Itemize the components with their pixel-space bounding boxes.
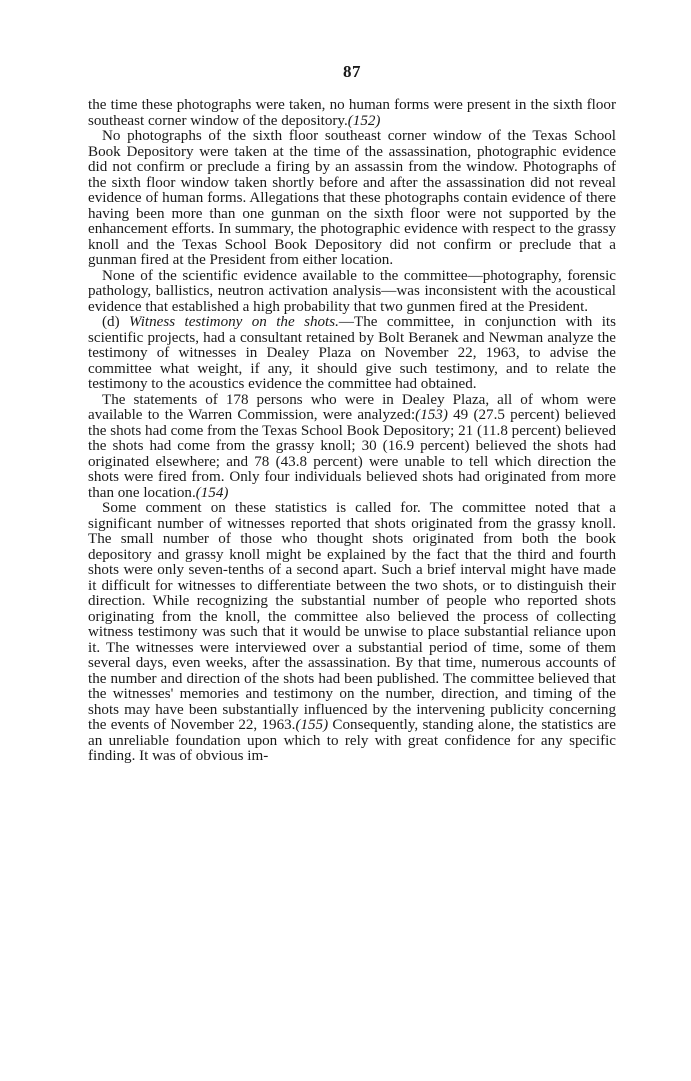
paragraph-p5 — [88, 393, 616, 502]
paragraph-text: None of the scientific evidence available to the committee—photography, forensic pathology, ballistics, neutron activation analysis—was inconsistent with the acoustical evidence that established a high probability that two gunmen fired at the President. — [88, 267, 616, 315]
footnote-reference: (154) — [195, 484, 229, 501]
paragraph-text: No photographs of the sixth floor southeast corner window of the Texas School Book Depository were taken at the time of the assassination, photographic evidence did not confirm or preclude a firing by an assassin from the window. Photographs of the sixth floor window taken shortly before and after the assassination did not reveal evidence of human forms. Allegations that these photographs contain evidence of there having been more than one gunman on the sixth floor were not supported by the enhancement efforts. In summary, the photographic evidence with respect to the grassy knoll and the Texas School Book Depository did not confirm or preclude that a gunman fired at the President from either location. — [88, 128, 616, 268]
paragraph-p3 — [88, 269, 616, 316]
paragraph-p2 — [88, 129, 616, 269]
paragraph-p6 — [88, 501, 616, 765]
footnote-reference: (155) — [295, 717, 329, 733]
paragraph-text: —The committee, in conjunction with its scientific projects, had a consultant retained by Bolt Beranek and Newman analyze the testimony of witnesses in Dealey Plaza on November 22, 1963, to advise the committee what weight, if any, it should give such testimony, and to relate the testimony to the acoustics evidence the committee had obtained. — [88, 314, 616, 392]
paragraph-p4 — [88, 315, 616, 393]
paragraph-text: (d) — [102, 314, 129, 330]
body-text — [88, 98, 616, 765]
document-page — [88, 62, 616, 765]
section-heading: Witness testimony on the shots. — [129, 314, 339, 330]
paragraph-text: 49 (27.5 percent) believed the shots had come from the Texas School Book Depository; 21 (11.8 percent) believed the shots had come from the grassy knoll; 30 (16.9 percent) believed the shots had originated elsewhere; and 78 (43.8 percent) were unable to tell which direction the shots were fired from. Only four individuals believed shots had originated from more than one location. — [88, 407, 616, 501]
page-number: 87 — [343, 62, 361, 81]
paragraph-text: the time these photographs were taken, no human forms were present in the sixth floor southeast corner window of the depository. — [88, 97, 616, 129]
paragraph-text: The statements of 178 persons who were in Dealey Plaza, all of whom were available to the Warren Commission, were analyzed: — [88, 391, 616, 423]
paragraph-p1 — [88, 98, 616, 129]
paragraph-text: Some comment on these statistics is called for. The committee noted that a significant number of witnesses reported that shots originated from the grassy knoll. The small number of those who thought shots originated from both the book depository and grassy knoll might be explained by the fact that the third and fourth shots were only seven-tenths of a second apart. Such a brief interval might have made it difficult for witnesses to differentiate between the two shots, or to distinguish their direction. While recognizing the substantial number of people who reported shots originating from the knoll, the committee also believed the process of collecting witness testimony was such that it would be unwise to place substantial reliance upon it. The witnesses were interviewed over a substantial period of time, some of them several days, even weeks, after the assassination. By that time, numerous accounts of the number and direction of the shots had been published. The committee believed that the witnesses' memories and testimony on the number, direction, and timing of the shots may have been substantially influenced by the intervening publicity concerning the events of November 22, 1963. — [88, 500, 616, 733]
footnote-reference: (152) — [347, 112, 381, 129]
footnote-reference: (153) — [415, 407, 448, 423]
paragraph-text: Consequently, standing alone, the statistics are an unreliable foundation upon which to rely with great confidence for any specific finding. It was of obvious im- — [88, 717, 616, 764]
